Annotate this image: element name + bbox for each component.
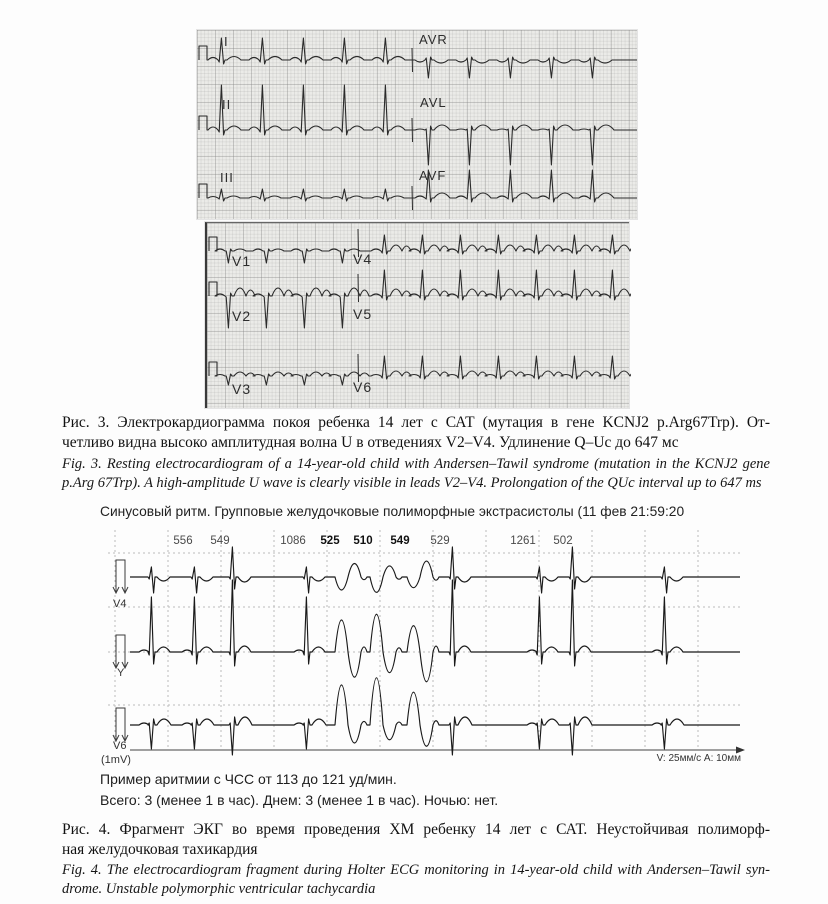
caption-line: Fig. 3. Resting electrocardiogram of a 14-year-old child with Andersen–Tawil syndrome (mutation in the KCNJ2 gene <box>62 456 770 472</box>
rr-interval-value: 549 <box>210 535 230 547</box>
holter-ecg-chart <box>100 530 745 770</box>
lead-label-V3: V3 <box>232 381 252 397</box>
lead-label-V1: V1 <box>232 253 252 269</box>
lead-label-AVR: AVR <box>419 32 448 47</box>
lead-label-V4: V4 <box>353 251 373 267</box>
fig3-ecg-panel-chest-leads <box>205 222 629 408</box>
lead-label-I: I <box>224 34 229 49</box>
channel-label-y: Y <box>117 667 125 679</box>
rr-interval-value: 525 <box>320 535 340 547</box>
holter-traces <box>100 530 745 770</box>
caption-line: p.Arg 67Trp). A high-amplitude U wave is clearly visible in leads V2–V4. Prolongation of the QUc interval up to 647 ms <box>62 474 762 491</box>
caption-line: drome. Unstable polymorphic ventricular tachycardia <box>62 880 376 897</box>
arrhythmia-stats-line2: Всего: 3 (менее 1 в час). Днем: 3 (менее 1 в час). Ночью: нет. <box>100 792 499 808</box>
figure3-caption-ru <box>62 413 770 452</box>
rr-interval-value: 549 <box>390 535 410 547</box>
fig3-ecg-panel-limb-leads <box>197 30 637 219</box>
lead-label-V5: V5 <box>353 306 373 322</box>
caption-line: ная желудочковая тахикардия <box>62 840 258 858</box>
rr-interval-value: 529 <box>430 535 450 547</box>
calibration-label: (1mV) <box>101 754 131 766</box>
rr-interval-value: 510 <box>353 535 373 547</box>
rr-interval-value: 1086 <box>280 535 306 547</box>
figure4-caption-en <box>62 861 770 898</box>
rr-interval-value: 556 <box>173 535 193 547</box>
lead-label-AVF: AVF <box>419 168 447 183</box>
holter-rhythm-header: Синусовый ритм. Групповые желудочковые полиморфные экстрасистолы (11 фев 21:59:20 <box>100 504 685 519</box>
lead-label-V2: V2 <box>232 308 252 324</box>
caption-line: Fig. 4. The electrocardiogram fragment during Holter ECG monitoring in 14-year-old child with Andersen–Tawil syn- <box>62 862 770 878</box>
caption-line: Рис. 3. Электрокардиограмма покоя ребенка 14 лет с САТ (мутация в гене KCNJ2 p.Arg67Trp). От- <box>62 414 770 431</box>
lead-label-V6: V6 <box>353 379 373 395</box>
rr-interval-value: 1261 <box>510 535 536 547</box>
figure4-caption-ru <box>62 820 770 859</box>
caption-line: четливо видна высоко амплитудная волна U в отведениях V2–V4. Удлинение Q–Uc до 647 мс <box>62 433 679 451</box>
figure3-caption-en <box>62 455 770 492</box>
ecg-trace-panel-a <box>197 30 637 219</box>
lead-label-II: II <box>222 97 232 112</box>
lead-label-AVL: AVL <box>420 95 447 110</box>
lead-label-III: III <box>220 170 234 185</box>
scale-label: V: 25мм/с А: 10мм <box>656 753 741 764</box>
caption-line: Рис. 4. Фрагмент ЭКГ во время проведения ХМ ребенку 14 лет с САТ. Неустойчивая полиморф- <box>62 821 770 838</box>
channel-label-v6: V6 <box>113 740 127 752</box>
arrhythmia-stats-line1: Пример аритмии с ЧСС от 113 до 121 уд/мин. <box>100 771 397 787</box>
rr-interval-value: 502 <box>553 535 573 547</box>
ecg-trace-panel-b <box>207 223 631 409</box>
channel-label-v4: V4 <box>113 598 127 610</box>
